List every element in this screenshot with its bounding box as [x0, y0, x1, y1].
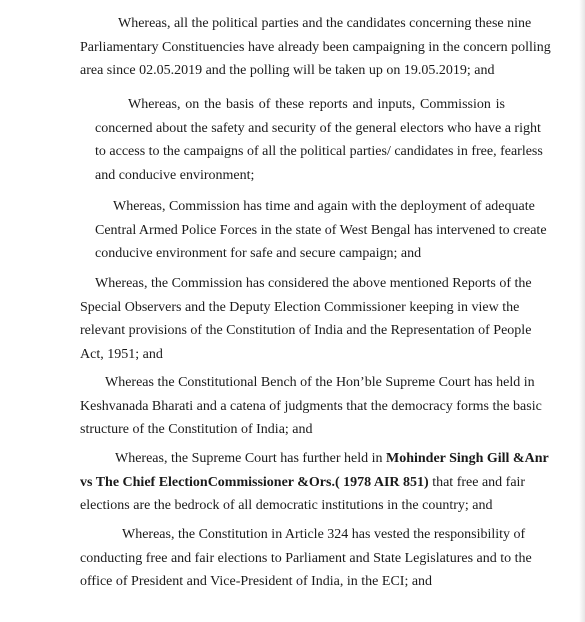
- paragraph-line: vs The Chief ElectionCommissioner &Ors.( 1978 AIR 851) that free and fair: [80, 474, 526, 490]
- paragraph-line: Whereas, all the political parties and the candidates concerning these nine: [118, 16, 532, 31]
- paragraph-line: Whereas, on the basis of these reports and inputs, Commission is: [128, 97, 505, 112]
- paragraph-line: Whereas, Commission has time and again with the deployment of adequate: [113, 199, 535, 214]
- paragraph-line: Whereas, the Supreme Court has further held in Mohinder Singh Gill &Anr: [115, 451, 549, 466]
- paragraph-article-324: [80, 523, 532, 594]
- paragraph-line: elections are the bedrock of all democratic institutions in the country; and: [80, 498, 493, 513]
- paragraph-line: office of President and Vice-President of India, in the ECI; and: [80, 574, 433, 589]
- paragraph-line: Whereas the Constitutional Bench of the Hon’ble Supreme Court has held in: [105, 375, 535, 390]
- paragraph-police-deployment: [95, 195, 547, 266]
- paragraph-line: Parliamentary Constituencies have already been campaigning in the concern polling: [80, 39, 551, 55]
- paragraph-supreme-court-holding: [80, 447, 549, 518]
- paragraph-line: structure of the Constitution of India; and: [80, 422, 313, 437]
- paragraph-line: concerned about the safety and security of the general electors who have a right: [95, 120, 541, 136]
- paragraph-line: Special Observers and the Deputy Election Commissioner keeping in view the: [80, 299, 520, 315]
- paragraph-basic-structure: [80, 371, 542, 442]
- paragraph-line: Act, 1951; and: [80, 346, 163, 362]
- paragraph-line: conducive environment for safe and secure campaign; and: [95, 246, 422, 261]
- paragraph-line: Whereas, the Constitution in Article 324 has vested the responsibility of: [122, 527, 526, 542]
- paragraph-line: Keshvanada Bharati and a catena of judgments that the democracy forms the basic: [80, 398, 542, 414]
- case-name-bold: Mohinder Singh Gill &Anr: [385, 451, 549, 466]
- paragraph-line: Central Armed Police Forces in the state of West Bengal has intervened to create: [95, 222, 547, 238]
- paragraph-line: and conducive environment;: [95, 167, 255, 183]
- case-citation-bold: vs The Chief ElectionCommissioner &Ors.( 1978 AIR 851): [80, 474, 429, 490]
- paragraph-safety-concern: [95, 93, 543, 187]
- paragraph-reports-considered: [80, 272, 532, 366]
- paragraph-line: conducting free and fair elections to Parliament and State Legislatures and to the: [80, 550, 532, 566]
- paragraph-line: to access to the campaigns of all the political parties/ candidates in free, fearless: [95, 144, 543, 159]
- paragraph-line: area since 02.05.2019 and the polling will be taken up on 19.05.2019; and: [80, 63, 495, 78]
- paragraph-line: relevant provisions of the Constitution of India and the Representation of People: [80, 323, 532, 338]
- paragraph-line: Whereas, the Commission has considered the above mentioned Reports of the: [95, 276, 532, 291]
- paragraph-campaign-period: [80, 12, 551, 83]
- scan-edge-shadow: [579, 0, 585, 622]
